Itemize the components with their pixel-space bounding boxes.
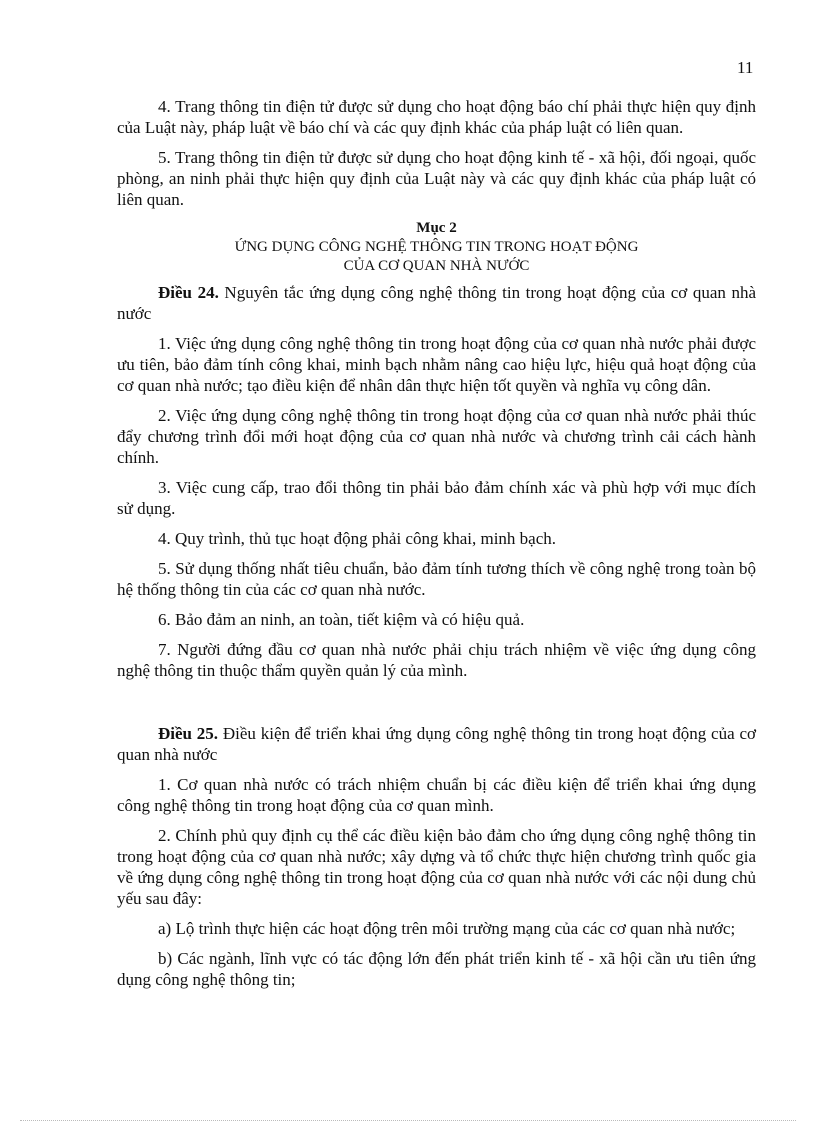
page-bottom-rule xyxy=(20,1120,796,1121)
section-heading xyxy=(117,219,756,276)
spacer xyxy=(117,690,756,723)
article-24-title: Nguyên tắc ứng dụng công nghệ thông tin trong hoạt động của cơ quan nhà nước xyxy=(117,283,757,323)
article-24-label: Điều 24. xyxy=(158,283,219,302)
article-24-clause: 6. Bảo đảm an ninh, an toàn, tiết kiệm và có hiệu quả. xyxy=(158,610,525,629)
page-number: 11 xyxy=(737,58,754,77)
article-25-clause: 1. Cơ quan nhà nước có trách nhiệm chuẩn bị các điều kiện để triển khai ứng dụng công nghệ thông tin trong hoạt động của cơ quan mình. xyxy=(117,775,756,815)
article-24-clause: 2. Việc ứng dụng công nghệ thông tin trong hoạt động của cơ quan nhà nước phải thúc đẩy chương trình đổi mới hoạt động của cơ quan nhà nước và chương trình cải cách hành chính. xyxy=(117,406,756,467)
article-25-clause: a) Lộ trình thực hiện các hoạt động trên môi trường mạng của các cơ quan nhà nước; xyxy=(158,919,736,938)
section-title-line-2: CỦA CƠ QUAN NHÀ NƯỚC xyxy=(343,258,530,274)
article-24-clause: 1. Việc ứng dụng công nghệ thông tin trong hoạt động của cơ quan nhà nước phải được ưu tiên, bảo đảm tính công khai, minh bạch nhằm nâng cao hiệu lực, hiệu quả hoạt động của cơ quan nhà nước; tạo điều kiện để nhân dân thực hiện tốt quyền và nghĩa vụ công dân. xyxy=(117,334,756,395)
article-24-clause: 5. Sử dụng thống nhất tiêu chuẩn, bảo đảm tính tương thích về công nghệ trong toàn bộ hệ thống thông tin của các cơ quan nhà nước. xyxy=(117,559,756,599)
article-24-clause: 4. Quy trình, thủ tục hoạt động phải công khai, minh bạch. xyxy=(158,529,557,548)
section-title-line-1: ỨNG DỤNG CÔNG NGHỆ THÔNG TIN TRONG HOẠT ĐỘNG xyxy=(234,239,639,255)
article-25-clause: 2. Chính phủ quy định cụ thể các điều kiện bảo đảm cho ứng dụng công nghệ thông tin trong hoạt động của cơ quan nhà nước; xây dựng và tổ chức thực hiện chương trình quốc gia về ứng dụng công nghệ thông tin trong hoạt động của cơ quan nhà nước với các nội dung chủ yếu sau đây: xyxy=(117,826,756,908)
document-body xyxy=(117,96,756,999)
article-24-heading xyxy=(117,282,756,324)
paragraph: 4. Trang thông tin điện tử được sử dụng cho hoạt động báo chí phải thực hiện quy định của Luật này, pháp luật về báo chí và các quy định khác của pháp luật có liên quan. xyxy=(117,97,756,137)
article-25-label: Điều 25. xyxy=(158,724,219,743)
article-25-title: Điều kiện để triển khai ứng dụng công nghệ thông tin trong hoạt động của cơ quan nhà nước xyxy=(117,724,756,764)
article-25-clause: b) Các ngành, lĩnh vực có tác động lớn đến phát triển kinh tế - xã hội cần ưu tiên ứng dụng công nghệ thông tin; xyxy=(117,949,756,989)
section-label: Mục 2 xyxy=(416,220,457,236)
paragraph: 5. Trang thông tin điện tử được sử dụng cho hoạt động kinh tế - xã hội, đối ngoại, quốc phòng, an ninh phải thực hiện quy định của Luật này và các quy định khác của pháp luật có liên quan. xyxy=(117,148,756,209)
article-24-clause: 3. Việc cung cấp, trao đổi thông tin phải bảo đảm chính xác và phù hợp với mục đích sử dụng. xyxy=(117,478,756,518)
article-24-clause: 7. Người đứng đầu cơ quan nhà nước phải chịu trách nhiệm về việc ứng dụng công nghệ thông tin thuộc thẩm quyền quản lý của mình. xyxy=(117,640,756,680)
article-25-heading xyxy=(117,723,756,765)
